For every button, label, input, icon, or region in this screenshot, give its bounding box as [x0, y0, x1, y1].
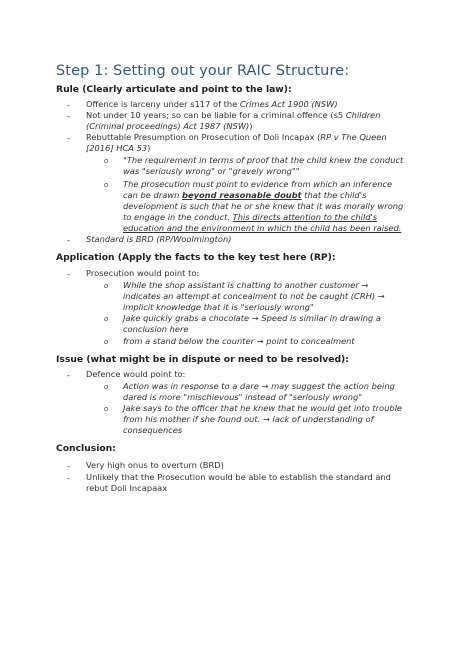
- issue-sub-1-line-2: dared is more "mischievous" instead of "seriously wrong": [123, 392, 363, 402]
- issue-sub-2-line-2: from his mother if she found out. → lack of understanding of: [123, 414, 374, 424]
- rule-sub-1-line-1: "The requirement in terms of proof that the child knew the conduct: [123, 155, 404, 165]
- bullet-dash: -: [67, 269, 70, 279]
- rule-b3-text-2: ): [147, 143, 151, 153]
- rule-b3-text: Rebuttable Presumption on Prosecution of Doli Incapax (: [86, 132, 321, 142]
- bullet-dash: -: [67, 111, 70, 121]
- page-title: Step 1: Setting out your RAIC Structure:: [56, 63, 350, 79]
- application-sub-1-line-1: While the shop assistant is chatting to another customer →: [123, 280, 369, 290]
- issue-sub-1-line-1: Action was in response to a dare → may suggest the action being: [123, 381, 395, 391]
- bullet-o: o: [104, 405, 109, 413]
- rule-bullet-3-line-1: [86, 132, 387, 143]
- rule-b2-italic-2: (Criminal proceedings) Act 1987 (NSW): [86, 121, 250, 131]
- bullet-o: o: [104, 338, 109, 346]
- rule-sub-2-line-4: [123, 212, 377, 223]
- application-heading: Application (Apply the facts to the key test here (RP):: [56, 252, 336, 263]
- rule-sub-2-line-2: [123, 190, 366, 201]
- rule-b1-text: Offence is larceny under s117 of the: [86, 99, 240, 109]
- bullet-o: o: [104, 181, 109, 189]
- application-sub-3: from a stand below the counter → point to concealment: [123, 336, 355, 346]
- bullet-dash: -: [67, 370, 70, 380]
- application-sub-1-line-3: implicit knowledge that it is "seriously wrong": [123, 302, 314, 312]
- rule-bullet-2-line-2: [86, 121, 253, 132]
- rule-sub-2-line-3: development is such that he or she knew that it was morally wrong: [123, 201, 404, 211]
- application-bullet-1: Prosecution would point to:: [86, 268, 200, 278]
- rule-sub2-l2a: can be drawn: [123, 190, 182, 200]
- rule-bullet-3-line-2: [86, 143, 150, 154]
- bullet-dash: -: [67, 100, 70, 110]
- application-sub-2-line-2: conclusion here: [123, 324, 189, 334]
- conclusion-heading: Conclusion:: [56, 443, 116, 454]
- conclusion-bullet-1: Very high onus to overturn (BRD): [86, 460, 224, 470]
- rule-sub2-emphasis: beyond reasonable doubt: [182, 190, 302, 200]
- rule-bullet-1: [86, 99, 338, 110]
- rule-sub2-l4b: This directs attention to the child's: [232, 212, 378, 222]
- rule-b2-text: Not under 10 years; so can be liable for a criminal offence (s5: [86, 110, 346, 120]
- conclusion-bullet-2-line-2: rebut Doli Incapaax: [86, 483, 168, 493]
- bullet-dash: -: [67, 473, 70, 483]
- bullet-dash: -: [67, 461, 70, 471]
- rule-b2-text-2: ): [249, 121, 253, 131]
- rule-heading: Rule (Clearly articulate and point to the law):: [56, 84, 292, 95]
- rule-bullet-2-line-1: [86, 110, 381, 121]
- bullet-dash: -: [67, 235, 70, 245]
- bullet-o: o: [104, 315, 109, 323]
- rule-b2-italic: Children: [345, 110, 381, 120]
- application-sub-1-line-2: indicates an attempt at concealment to not be caught (CRH) →: [123, 291, 385, 301]
- rule-sub-2-line-5: education and the environment in which the child has been raised.: [123, 223, 402, 233]
- bullet-dash: -: [67, 133, 70, 143]
- rule-bullet-4: Standard is BRD (RP/Woolmington): [86, 234, 232, 244]
- rule-b3-italic: RP v The Queen: [320, 132, 387, 142]
- bullet-o: o: [104, 383, 109, 391]
- issue-heading: Issue (what might be in dispute or need to be resolved):: [56, 354, 349, 365]
- rule-sub-1-line-2: was "seriously wrong" or "gravely wrong"": [123, 166, 300, 176]
- rule-sub2-l4a: to engage in the conduct.: [123, 212, 233, 222]
- rule-sub2-l2c: that the child's: [301, 190, 367, 200]
- conclusion-bullet-2-line-1: Unlikely that the Prosecution would be able to establish the standard and: [86, 472, 391, 482]
- rule-b3-italic-2: [2016] HCA 53: [86, 143, 148, 153]
- issue-sub-2-line-3: consequences: [123, 425, 183, 435]
- issue-bullet-1: Defence would point to:: [86, 369, 186, 379]
- rule-sub-2-line-1: The prosecution must point to evidence from which an inference: [123, 179, 393, 189]
- issue-sub-2-line-1: Jake says to the officer that he knew that he would get into trouble: [123, 403, 403, 413]
- bullet-o: o: [104, 282, 109, 290]
- bullet-o: o: [104, 157, 109, 165]
- application-sub-2-line-1: Jake quickly grabs a chocolate → Speed is similar in drawing a: [123, 313, 382, 323]
- rule-b1-italic: Crimes Act 1900 (NSW): [239, 99, 338, 109]
